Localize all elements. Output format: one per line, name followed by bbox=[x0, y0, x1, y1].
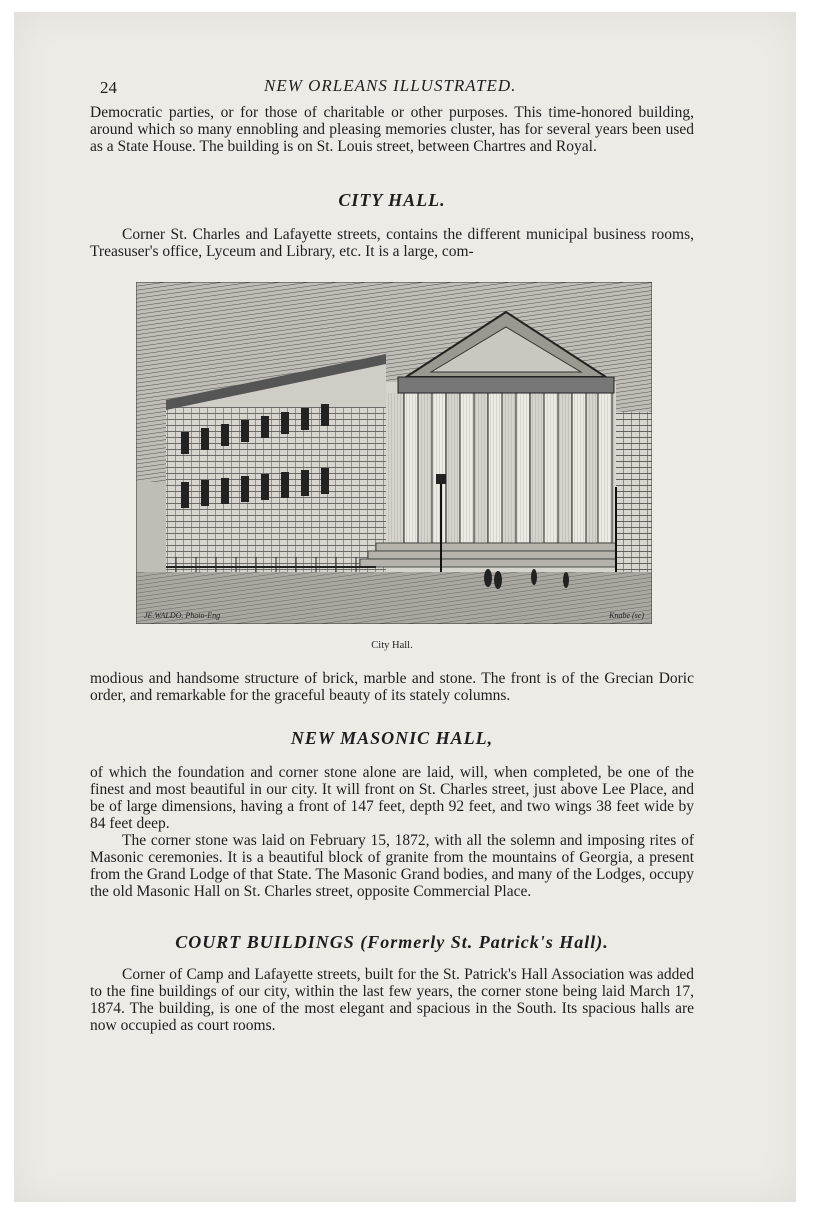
figure-caption: City Hall. bbox=[371, 640, 413, 651]
masonic-hall-heading: NEW MASONIC HALL, bbox=[290, 728, 494, 748]
masonic-text-2: The corner stone was laid on February 15, 1872, with all the solemn and imposing rites of Masonic ceremonies. It is a beautiful block of granite from the mountains of Georgia, a present from the Grand Lodge of that State. The Masonic Grand bodies, and many of the Lodges, occupy the old Masonic Hall on St. Charles street, opposite Commercial Place. bbox=[90, 832, 694, 900]
city-hall-engraving bbox=[136, 282, 652, 624]
city-hall-continued-paragraph bbox=[90, 670, 694, 704]
city-hall-heading: CITY HALL. bbox=[338, 190, 446, 210]
city-hall-text-after: modious and handsome structure of brick, marble and stone. The front is of the Grecian Doric order, and remarkable for the graceful beauty of its stately columns. bbox=[90, 670, 694, 704]
masonic-text-1: of which the foundation and corner stone alone are laid, will, when completed, be one of the finest and most beautiful in our city. It will front on St. Charles street, just above Lee Place, and be of large dimensions, having a front of 147 feet, depth 92 feet, and two wings 38 feet wide by 84 feet deep. bbox=[90, 764, 694, 832]
running-head: NEW ORLEANS ILLUSTRATED. bbox=[264, 76, 517, 95]
masonic-hall-paragraph bbox=[90, 764, 694, 900]
engraver-credit-right: Knabe (sc) bbox=[609, 611, 644, 620]
court-buildings-heading: COURT BUILDINGS (Formerly St. Patrick's Hall). bbox=[175, 932, 609, 952]
city-hall-paragraph bbox=[90, 226, 694, 260]
court-buildings-paragraph bbox=[90, 966, 694, 1034]
engraver-credit-left: JE.WALDO. Photo-Eng bbox=[144, 611, 221, 620]
page-number: 24 bbox=[100, 78, 117, 97]
city-hall-text-before: Corner St. Charles and Lafayette streets, contains the different municipal business rooms, Treasuser's office, Lyceum and Library, etc. It is a large, com- bbox=[90, 226, 694, 260]
engraving-illustration bbox=[136, 282, 652, 624]
court-text: Corner of Camp and Lafayette streets, built for the St. Patrick's Hall Association was added to the fine buildings of our city, within the last few years, the corner stone being laid March 17, 1874. The building, is one of the most elegant and spacious in the South. Its spacious halls are now occupied as court rooms. bbox=[90, 966, 694, 1034]
intro-text: Democratic parties, or for those of charitable or other purposes. This time-honored building, around which so many ennobling and pleasing memories cluster, has for several years been used as a State House. The building is on St. Louis street, between Chartres and Royal. bbox=[90, 104, 694, 155]
intro-paragraph bbox=[90, 104, 694, 155]
